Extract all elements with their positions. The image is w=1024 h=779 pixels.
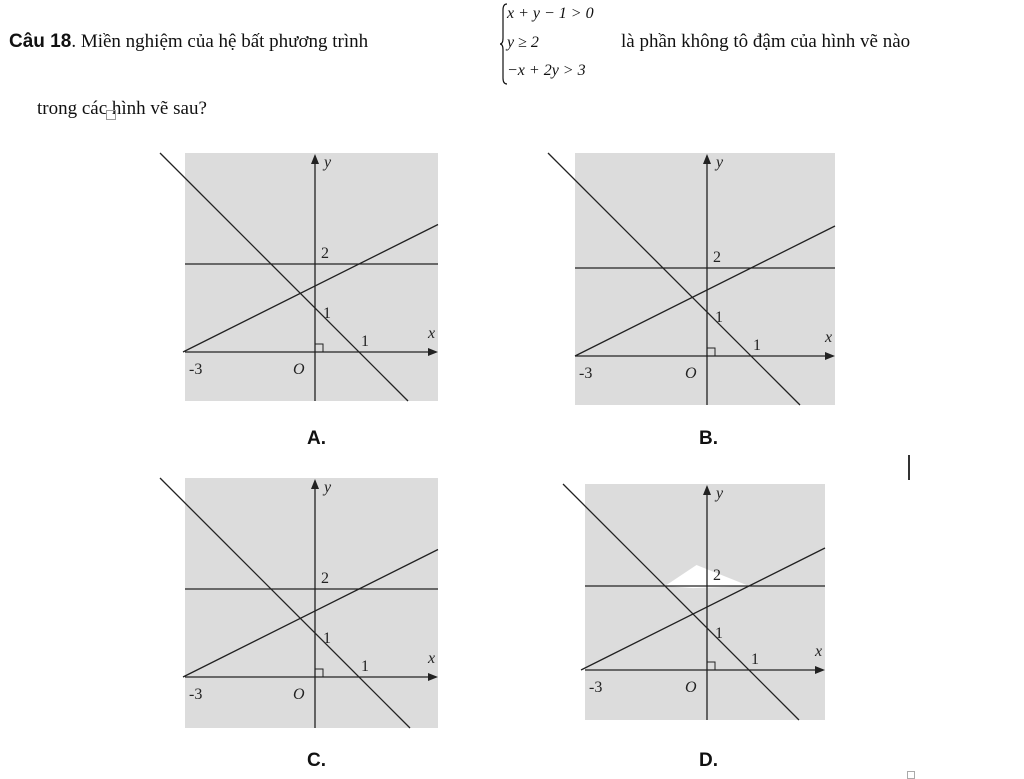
y-tick-2: 2 xyxy=(713,249,721,266)
graph-option-d[interactable] xyxy=(585,484,825,720)
text-cursor xyxy=(908,455,910,480)
coordinate-plane xyxy=(575,153,835,405)
x-tick-minus-3: -3 xyxy=(189,686,203,703)
y-tick-2: 2 xyxy=(321,570,329,587)
question-line-2: trong các hình vẽ sau? xyxy=(37,98,207,119)
move-handle-icon[interactable] xyxy=(106,110,116,120)
shaded-region xyxy=(575,153,835,405)
origin-label: O xyxy=(685,365,697,382)
y-axis-label: y xyxy=(324,479,332,496)
shaded-region xyxy=(185,478,438,728)
y-tick-1: 1 xyxy=(323,630,331,647)
x-axis-label: x xyxy=(428,650,436,667)
y-tick-1: 1 xyxy=(323,305,331,322)
option-a-label[interactable]: A. xyxy=(307,428,326,449)
x-tick-1: 1 xyxy=(361,658,369,675)
y-tick-2: 2 xyxy=(713,567,721,584)
option-d-label[interactable]: D. xyxy=(699,750,718,771)
inequality-2: y ≥ 2 xyxy=(507,34,539,51)
x-axis-label: x xyxy=(815,643,823,660)
y-tick-1: 1 xyxy=(715,309,723,326)
graph-option-b[interactable] xyxy=(575,153,835,405)
inequality-system xyxy=(500,2,610,86)
y-axis-label: y xyxy=(324,154,332,171)
origin-label: O xyxy=(293,686,305,703)
coordinate-plane xyxy=(185,153,438,401)
origin-label: O xyxy=(293,361,305,378)
graph-option-a[interactable] xyxy=(185,153,438,401)
x-tick-1: 1 xyxy=(361,333,369,350)
resize-handle-icon[interactable] xyxy=(907,771,915,779)
y-tick-1: 1 xyxy=(715,625,723,642)
question-lead-text: . Miền nghiệm của hệ bất phương trình xyxy=(71,31,369,52)
option-c-label[interactable]: C. xyxy=(307,750,326,771)
y-axis-label: y xyxy=(716,485,724,502)
coordinate-plane xyxy=(585,484,825,720)
y-tick-2: 2 xyxy=(321,245,329,262)
shaded-region xyxy=(585,484,825,720)
coordinate-plane xyxy=(185,478,438,728)
x-tick-1: 1 xyxy=(751,651,759,668)
x-tick-minus-3: -3 xyxy=(579,365,593,382)
y-axis-label: y xyxy=(716,154,724,171)
x-tick-1: 1 xyxy=(753,337,761,354)
question-number: Câu 18 xyxy=(9,31,72,52)
x-axis-label: x xyxy=(428,325,436,342)
inequality-3: −x + 2y > 3 xyxy=(507,62,586,79)
x-axis-label: x xyxy=(825,329,833,346)
x-tick-minus-3: -3 xyxy=(189,361,203,378)
question-line-1 xyxy=(9,31,368,53)
graph-option-c[interactable] xyxy=(185,478,438,728)
question-tail-text: là phần không tô đậm của hình vẽ nào xyxy=(621,31,911,52)
x-tick-minus-3: -3 xyxy=(589,679,603,696)
origin-label: O xyxy=(685,679,697,696)
option-b-label[interactable]: B. xyxy=(699,428,718,449)
shaded-region xyxy=(185,153,438,401)
inequality-1: x + y − 1 > 0 xyxy=(507,5,594,22)
